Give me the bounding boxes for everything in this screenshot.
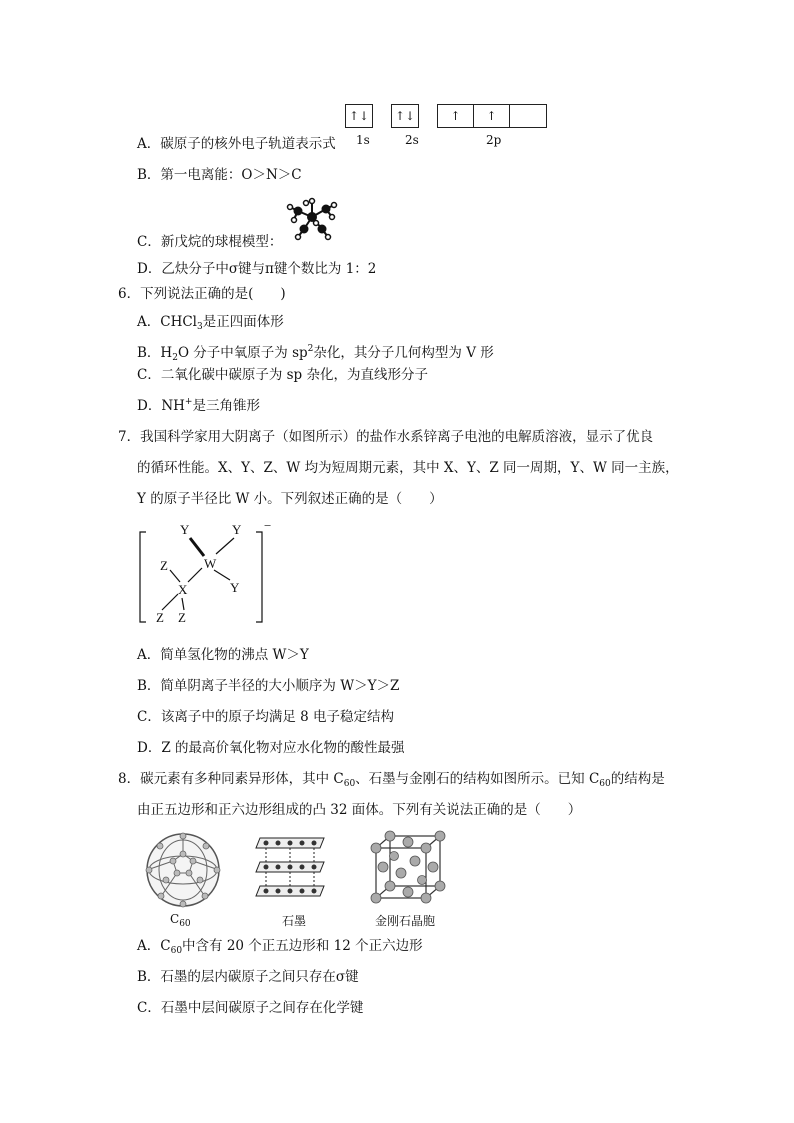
- q8-stem-text: 、石墨与金刚石的结构如图所示。已知 C: [355, 771, 600, 787]
- orbital-box-2p: [437, 104, 547, 128]
- q6-b-text: 杂化，其分子几何构型为 V 形: [313, 345, 494, 361]
- q6-d-text: D．NH: [137, 398, 185, 414]
- c60-caption: [170, 912, 191, 929]
- atom-label-y: Y: [180, 522, 190, 537]
- q7-option-b: B．简单阴离子半径的大小顺序为 W＞Y＞Z: [137, 678, 400, 694]
- q5-option-b: B．第一电离能：O＞N＞C: [137, 167, 302, 183]
- orbital-box-1s: [345, 104, 373, 128]
- q6-option-a: [137, 313, 284, 336]
- graphite-caption: 石墨: [282, 914, 307, 928]
- q5-option-c: C．新戊烷的球棍模型：: [137, 234, 283, 250]
- q8-stem-text: 8．碳元素有多种同素异形体，其中 C: [118, 771, 344, 787]
- neopentane-model: [286, 195, 338, 241]
- subscript: 3: [197, 322, 203, 332]
- q6-b-text: B．H: [137, 345, 173, 361]
- orbital-box-2s: [391, 104, 419, 128]
- q7-stem-line3: Y 的原子半径比 W 小。下列叙述正确的是（ ）: [137, 491, 443, 507]
- orbital-cell: ↑↓: [394, 109, 416, 123]
- atom-label-z: Z: [160, 558, 168, 573]
- subscript: 60: [170, 946, 183, 956]
- diamond-cell-figure: [370, 832, 446, 908]
- q6-stem: 6．下列说法正确的是( ): [118, 286, 286, 302]
- q5-option-d: D．乙炔分子中σ键与π键个数比为 1：2: [137, 261, 377, 277]
- q8-stem-line2: 由正五边形和正六边形组成的凸 32 面体。下列有关说法正确的是（ ）: [137, 802, 582, 818]
- q8-option-a: [137, 937, 423, 960]
- anion-structure-figure: [138, 518, 278, 630]
- atom-label-x: X: [178, 582, 188, 597]
- atom-label-y: Y: [230, 580, 240, 595]
- q6-option-d: [137, 393, 260, 415]
- atom-label-w: W: [204, 556, 217, 571]
- q8-option-c: C．石墨中层间碳原子之间存在化学键: [137, 1000, 364, 1016]
- c60-caption-text: C: [170, 912, 180, 926]
- orbital-label-2s: 2s: [405, 133, 419, 147]
- q8-stem-line1: [118, 770, 665, 793]
- q6-a-text: 是正四面体形: [202, 314, 284, 330]
- q6-a-text: A．CHCl: [137, 314, 197, 330]
- q7-option-d: D．Z 的最高价氧化物对应水化物的酸性最强: [137, 740, 405, 756]
- atom-label-y: Y: [232, 522, 242, 537]
- atom-label-z: Z: [178, 610, 186, 625]
- q6-b-text: O 分子中氧原子为 sp: [177, 345, 308, 361]
- q6-d-text: 是三角锥形: [192, 398, 260, 414]
- charge-label: −: [264, 518, 272, 533]
- q6-option-b: [137, 340, 494, 367]
- subscript: 60: [599, 779, 611, 789]
- q8-a-text: 中含有 20 个正五边形和 12 个正六边形: [182, 938, 423, 954]
- orbital-cell: ↑: [474, 105, 510, 127]
- q8-option-b: B．石墨的层内碳原子之间只存在σ键: [137, 969, 359, 985]
- q7-stem-line2: 的循环性能。X、Y、Z、W 均为短周期元素，其中 X、Y、Z 同一周期，Y、W 同一主族，: [137, 460, 679, 476]
- diamond-caption: 金刚石晶胞: [375, 914, 436, 928]
- q7-option-a: A．简单氢化物的沸点 W＞Y: [137, 647, 309, 663]
- q8-a-text: A．C: [137, 938, 171, 954]
- subscript: 2: [172, 353, 178, 363]
- orbital-label-1s: 1s: [356, 133, 370, 147]
- graphite-figure: [254, 830, 330, 906]
- orbital-label-2p: 2p: [486, 133, 502, 147]
- subscript: 60: [179, 919, 191, 929]
- q6-option-c: C．二氧化碳中碳原子为 sp 杂化，为直线形分子: [137, 367, 428, 383]
- subscript: 60: [343, 779, 356, 789]
- orbital-cell: ↑: [438, 105, 474, 127]
- superscript: +: [184, 397, 193, 407]
- q5-option-a: A．碳原子的核外电子轨道表示式: [137, 136, 336, 152]
- orbital-cell: [510, 105, 546, 127]
- q7-stem-line1: 7．我国科学家用大阴离子（如图所示）的盐作水系锌离子电池的电解质溶液，显示了优良: [118, 429, 654, 445]
- q7-option-c: C．该离子中的原子均满足 8 电子稳定结构: [137, 709, 395, 725]
- c60-figure: [140, 830, 226, 910]
- q8-stem-text: 的结构是: [610, 771, 665, 787]
- atom-label-z: Z: [156, 610, 164, 625]
- orbital-cell: ↑↓: [348, 109, 370, 123]
- superscript: 2: [307, 344, 314, 354]
